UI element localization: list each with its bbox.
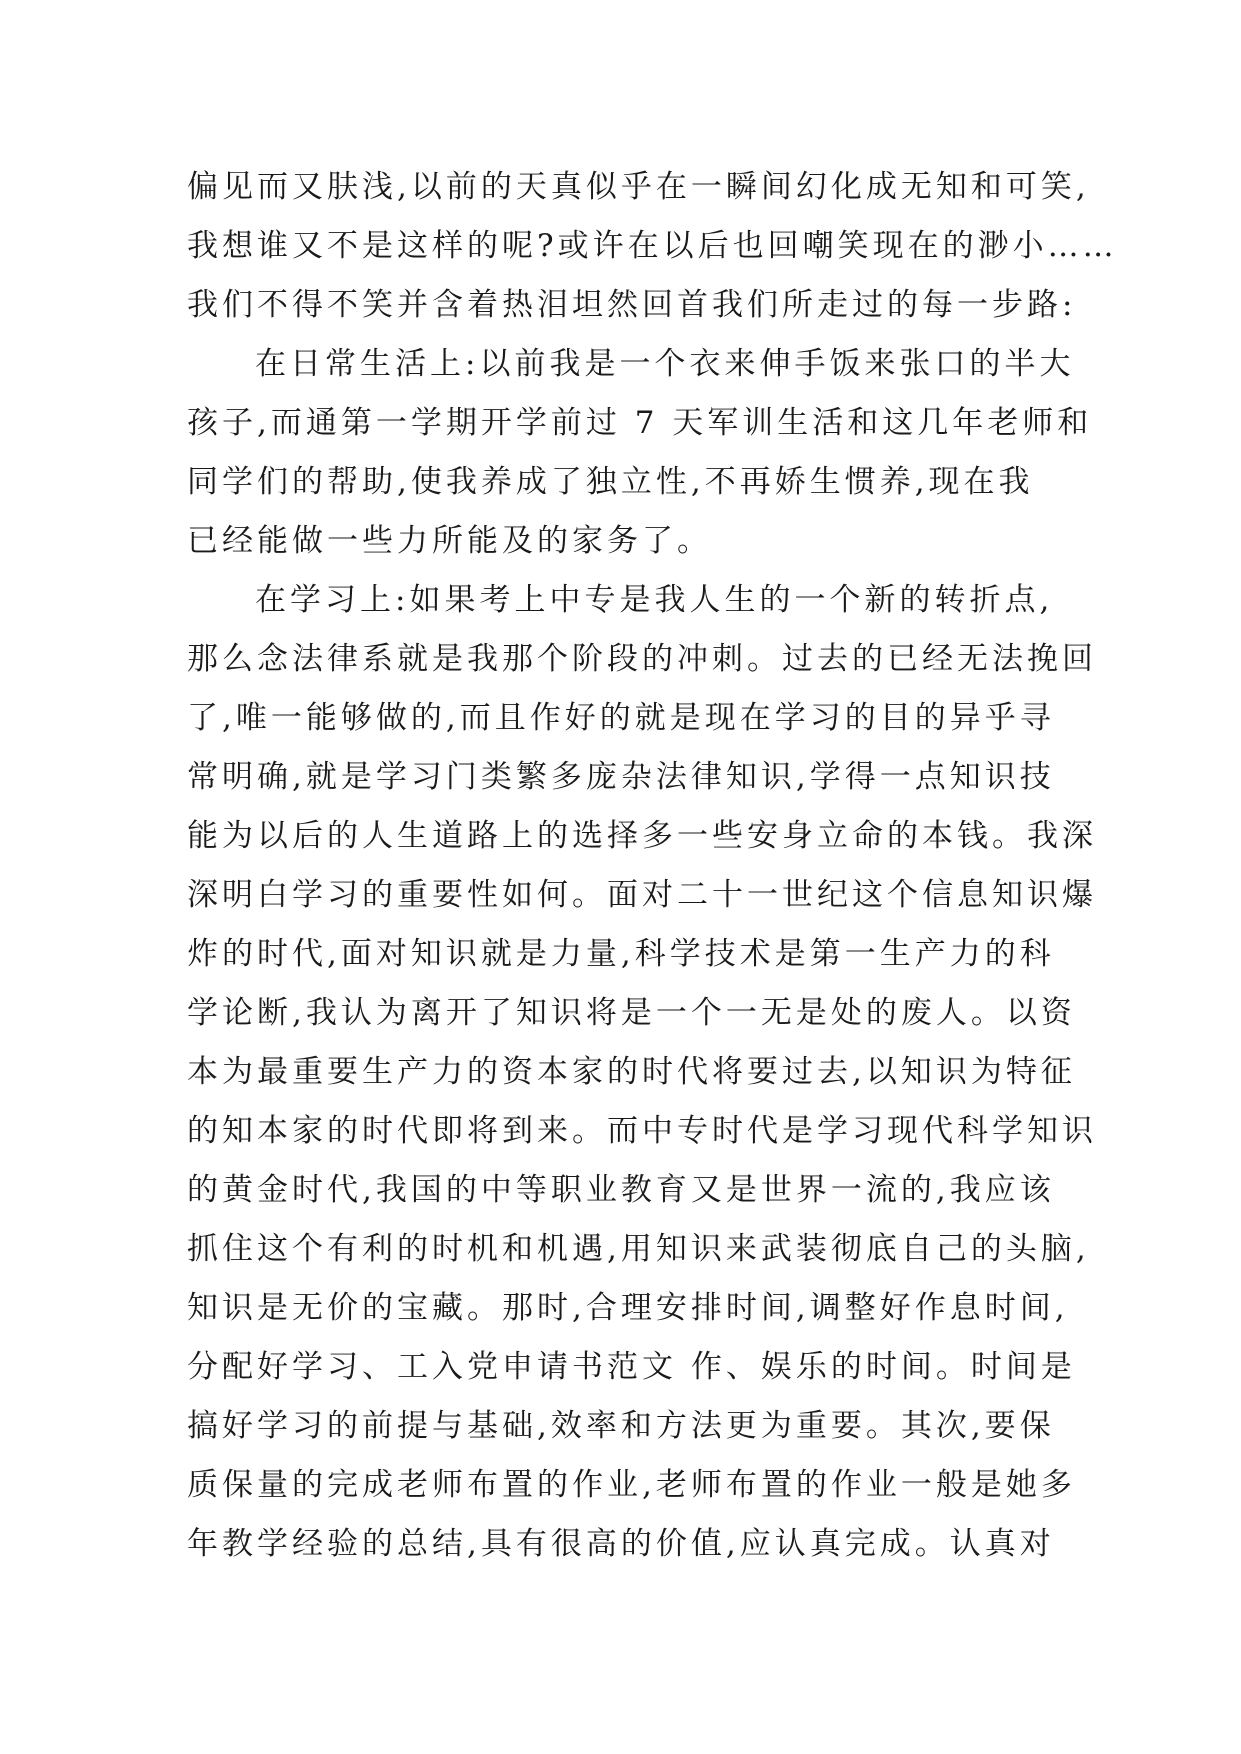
text-line: 知识是无价的宝藏。那时,合理安排时间,调整好作息时间,: [187, 1290, 1069, 1326]
text-line: 抓住这个有利的时机和机遇,用知识来武装彻底自己的头脑,: [187, 1231, 1090, 1267]
text-line: 炸的时代,面对知识就是力量,科学技术是第一生产力的科: [187, 936, 1055, 972]
text-line: 质保量的完成老师布置的作业,老师布置的作业一般是她多: [187, 1467, 1076, 1503]
text-line: 那么念法律系就是我那个阶段的冲刺。过去的已经无法挽回: [187, 641, 1097, 677]
text-line: 能为以后的人生道路上的选择多一些安身立命的本钱。我深: [187, 818, 1097, 854]
paragraph-start-line: 在日常生活上:以前我是一个衣来伸手饭来张口的半大: [255, 346, 1075, 382]
text-line: 深明白学习的重要性如何。面对二十一世纪这个信息知识爆: [187, 877, 1097, 913]
text-line: 已经能做一些力所能及的家务了。: [187, 523, 712, 559]
text-line: 偏见而又肤浅,以前的天真似乎在一瞬间幻化成无知和可笑,: [187, 169, 1090, 205]
text-line: 我们不得不笑并含着热泪坦然回首我们所走过的每一步路:: [187, 287, 1077, 323]
text-line: 同学们的帮助,使我养成了独立性,不再娇生惯养,现在我: [187, 464, 1034, 500]
text-line: 孩子,而通第一学期开学前过 7 天军训生活和这几年老师和: [187, 405, 1093, 441]
text-line: 了,唯一能够做的,而且作好的就是现在学习的目的异乎寻: [187, 700, 1055, 736]
paragraph-start-line: 在学习上:如果考上中专是我人生的一个新的转折点,: [255, 582, 1054, 618]
text-line: 的黄金时代,我国的中等职业教育又是世界一流的,我应该: [187, 1172, 1055, 1208]
text-line: 本为最重要生产力的资本家的时代将要过去,以知识为特征: [187, 1054, 1076, 1090]
text-line: 我想谁又不是这样的呢?或许在以后也回嘲笑现在的渺小……: [187, 228, 1118, 264]
body-text: [187, 158, 1118, 1574]
text-line: 学论断,我认为离开了知识将是一个一无是处的废人。以资: [187, 995, 1076, 1031]
text-line: 分配好学习、工入党申请书范文 作、娱乐的时间。时间是: [187, 1349, 1076, 1385]
text-line: 常明确,就是学习门类繁多庞杂法律知识,学得一点知识技: [187, 759, 1055, 795]
text-line: 年教学经验的总结,具有很高的价值,应认真完成。认真对: [187, 1526, 1055, 1562]
text-line: 的知本家的时代即将到来。而中专时代是学习现代科学知识: [187, 1113, 1097, 1149]
text-line: 搞好学习的前提与基础,效率和方法更为重要。其次,要保: [187, 1408, 1055, 1444]
